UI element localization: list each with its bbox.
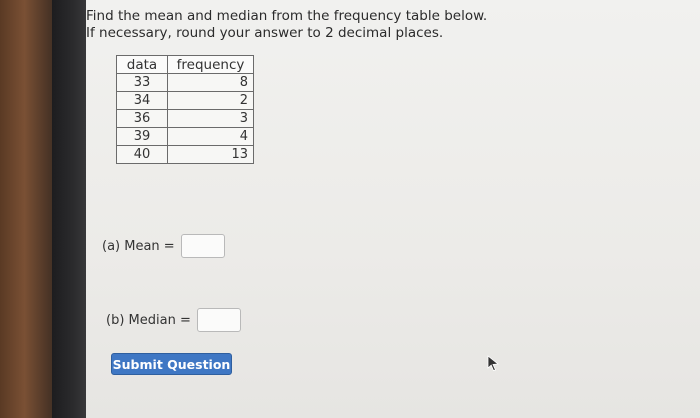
cell-frequency: 2 — [168, 92, 254, 110]
cell-frequency: 3 — [168, 110, 254, 128]
table-row — [117, 92, 254, 110]
cell-data: 34 — [117, 92, 168, 110]
cell-frequency: 4 — [168, 128, 254, 146]
question-text — [86, 8, 487, 42]
table-row — [117, 74, 254, 92]
cell-data: 36 — [117, 110, 168, 128]
median-answer-row — [106, 308, 241, 332]
mean-answer-row — [102, 234, 225, 258]
mean-label: (a) Mean = — [102, 238, 175, 254]
monitor-bezel — [52, 0, 88, 418]
cell-data: 39 — [117, 128, 168, 146]
submit-question-button[interactable]: Submit Question — [111, 353, 232, 375]
median-input[interactable] — [197, 308, 241, 332]
table-header-row — [117, 56, 254, 74]
frequency-table — [116, 55, 254, 164]
table-row — [117, 110, 254, 128]
question-line-1: Find the mean and median from the frequency table below. — [86, 8, 488, 24]
median-label: (b) Median = — [106, 312, 191, 328]
question-line-2: If necessary, round your answer to 2 decimal places. — [86, 25, 444, 41]
table-row — [117, 146, 254, 164]
mean-input[interactable] — [181, 234, 225, 258]
cell-frequency: 13 — [168, 146, 254, 164]
cell-data: 33 — [117, 74, 168, 92]
cell-frequency: 8 — [168, 74, 254, 92]
cell-data: 40 — [117, 146, 168, 164]
mouse-cursor-icon — [486, 355, 500, 371]
table-row — [117, 128, 254, 146]
header-frequency: frequency — [168, 56, 254, 74]
header-data: data — [117, 56, 168, 74]
screen — [86, 0, 700, 418]
